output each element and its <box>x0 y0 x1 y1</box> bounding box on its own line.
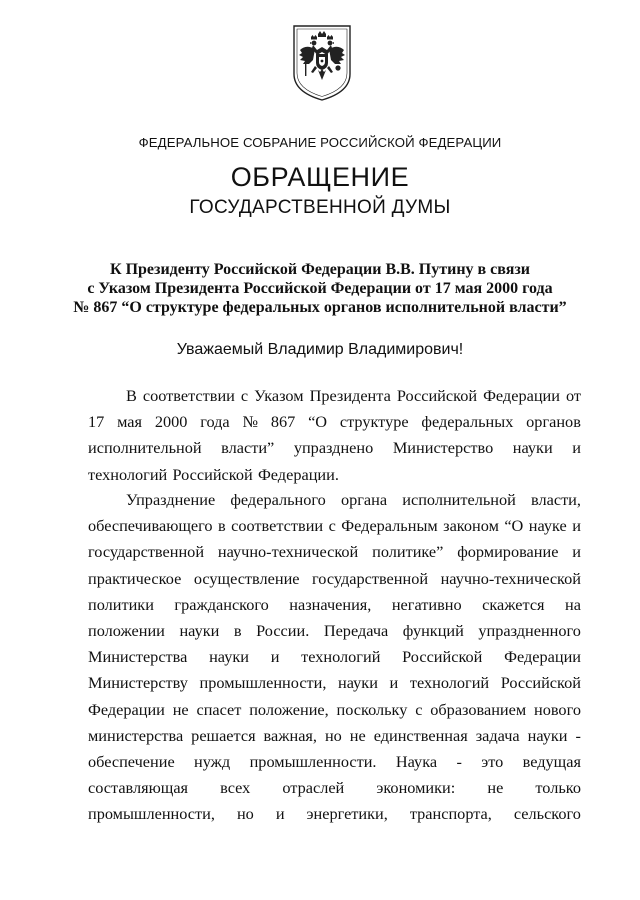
document-title: ОБРАЩЕНИЕ <box>230 162 410 192</box>
word: и <box>270 647 280 667</box>
word: на <box>565 594 581 614</box>
word: Министерству <box>88 673 188 693</box>
word: Федеральным <box>341 516 438 536</box>
word: науки <box>179 620 220 640</box>
word: только <box>535 778 581 798</box>
word: Министерство <box>392 438 494 458</box>
word: федеральных <box>421 412 514 432</box>
word: власти, <box>531 490 581 509</box>
paragraph-line <box>88 462 581 488</box>
word: практическое <box>88 568 182 588</box>
word: органов <box>526 412 581 432</box>
word: Федерации <box>88 699 165 719</box>
issuer-name: ФЕДЕРАЛЬНОЕ СОБРАНИЕ РОССИЙСКОЙ ФЕДЕРАЦИИ <box>138 135 502 150</box>
paragraph-line <box>88 592 581 618</box>
salutation: Уважаемый Владимир Владимирович! <box>176 341 464 358</box>
word: Министерства <box>88 647 188 667</box>
word: исполнительной <box>88 438 202 458</box>
word: технологий <box>88 464 168 484</box>
word: “О <box>504 516 524 536</box>
word: структуре <box>339 412 409 432</box>
word: поскольку <box>336 699 408 719</box>
word: мая <box>117 412 143 432</box>
word: с <box>328 516 336 536</box>
word: энергетики, <box>306 804 388 824</box>
paragraph-line <box>88 487 581 513</box>
word: “О <box>308 412 328 432</box>
word: негативно <box>391 594 462 614</box>
word: науки <box>512 438 553 458</box>
word: промышленности, <box>88 804 215 824</box>
word: - <box>456 751 462 771</box>
word: Федерации. <box>257 464 339 484</box>
word: В <box>126 386 137 405</box>
word: власти” <box>221 438 275 458</box>
word: формирование <box>457 542 559 562</box>
state-emblem-icon <box>291 22 353 102</box>
heading-line: № 867 “О структуре федеральных органов исполнительной власти” <box>73 299 567 316</box>
paragraph-line <box>88 775 581 801</box>
word: в <box>233 620 242 640</box>
word: технологий <box>409 673 490 693</box>
paragraph-line <box>88 618 581 644</box>
word: года <box>200 412 230 432</box>
word: России. <box>256 620 310 640</box>
body-paragraph <box>88 487 581 827</box>
word: науки <box>527 725 568 745</box>
word: органа <box>340 490 388 509</box>
word: министерства <box>88 725 184 745</box>
word: нужд <box>194 751 231 771</box>
word: упразднено <box>293 438 374 458</box>
word: нового <box>534 699 581 719</box>
paragraph-line <box>88 697 581 723</box>
heading-line: К Президенту Российской Федерации В.В. Путину в связи <box>109 261 531 278</box>
word: № <box>242 412 259 432</box>
word: с <box>415 699 423 719</box>
word: Федерации <box>504 647 581 667</box>
word: не <box>349 725 366 745</box>
word: транспорта, <box>409 804 492 824</box>
address-heading <box>60 260 580 317</box>
word: - <box>575 725 581 745</box>
word: решается <box>191 725 256 745</box>
word: гражданского <box>174 594 269 614</box>
document-subtitle: ГОСУДАРСТВЕННОЙ ДУМЫ <box>189 197 451 218</box>
heading-line: с Указом Президента Российской Федерации от 17 мая 2000 года <box>87 280 553 297</box>
word: 867 <box>270 412 296 432</box>
word: но <box>236 804 254 824</box>
word: образованием <box>430 699 527 719</box>
word: науке <box>528 516 567 536</box>
word: положение, <box>249 699 329 719</box>
word: и <box>572 438 581 458</box>
paragraph-line <box>88 435 581 461</box>
word: и <box>572 516 581 536</box>
paragraph-line <box>88 749 581 775</box>
paragraph-line <box>88 566 581 592</box>
word: Передача <box>323 620 389 640</box>
word: научно-технической <box>440 568 581 588</box>
word: ведущая <box>522 751 581 771</box>
word: политике” <box>372 542 444 562</box>
paragraph-line <box>88 723 581 749</box>
paragraph-line <box>88 383 581 409</box>
word: единственная <box>373 725 468 745</box>
word: спасет <box>196 699 242 719</box>
word: экономики: <box>376 778 456 798</box>
paragraph-line <box>88 539 581 565</box>
word: и <box>572 542 581 562</box>
word: Упразднение <box>126 490 216 509</box>
word: и <box>389 673 399 693</box>
paragraph-line <box>88 801 581 827</box>
word: политики <box>88 594 154 614</box>
word: с <box>240 386 249 405</box>
word: научно-технической <box>217 542 359 562</box>
word: науки <box>209 647 249 667</box>
paragraph-line <box>88 644 581 670</box>
word: исполнительной <box>402 490 516 509</box>
word: сельского <box>513 804 581 824</box>
paragraph-line <box>88 409 581 435</box>
word: обеспечивающего <box>88 516 213 536</box>
word: Российской <box>500 673 581 693</box>
word: осуществление <box>193 568 300 588</box>
word: отраслей <box>282 778 345 798</box>
word: 17 <box>88 412 105 432</box>
word: федерального <box>230 490 326 509</box>
word: скажется <box>482 594 545 614</box>
word: Российской <box>402 647 483 667</box>
word: не <box>172 699 189 719</box>
word: в <box>218 516 226 536</box>
word: технологий <box>301 647 381 667</box>
word: 2000 <box>154 412 188 432</box>
word: и <box>275 804 285 824</box>
word: положении <box>88 620 165 640</box>
word: от <box>565 386 581 405</box>
word: промышленности. <box>249 751 377 771</box>
word: соответствии <box>142 386 235 405</box>
word: науки <box>338 673 378 693</box>
word: важная, <box>263 725 317 745</box>
word: не <box>487 778 504 798</box>
word: соответствии <box>231 516 324 536</box>
word: это <box>481 751 504 771</box>
word: Президента <box>309 386 391 405</box>
paragraph-line <box>88 670 581 696</box>
word: государственной <box>312 568 429 588</box>
word: Российской <box>396 386 478 405</box>
word: упраздненного <box>478 620 581 640</box>
word: Наука <box>395 751 438 771</box>
word: составляющая <box>88 778 189 798</box>
word: обеспечение <box>88 751 175 771</box>
paragraph-line <box>88 513 581 539</box>
word: промышленности, <box>199 673 327 693</box>
word: но <box>324 725 342 745</box>
word: задача <box>475 725 520 745</box>
word: государственной <box>88 542 205 562</box>
word: законом <box>443 516 499 536</box>
body-paragraph <box>88 383 581 488</box>
word: всех <box>220 778 251 798</box>
word: функций <box>402 620 464 640</box>
word: Федерации <box>483 386 560 405</box>
word: назначения, <box>289 594 372 614</box>
word: Указом <box>254 386 304 405</box>
word: Российской <box>172 464 253 484</box>
